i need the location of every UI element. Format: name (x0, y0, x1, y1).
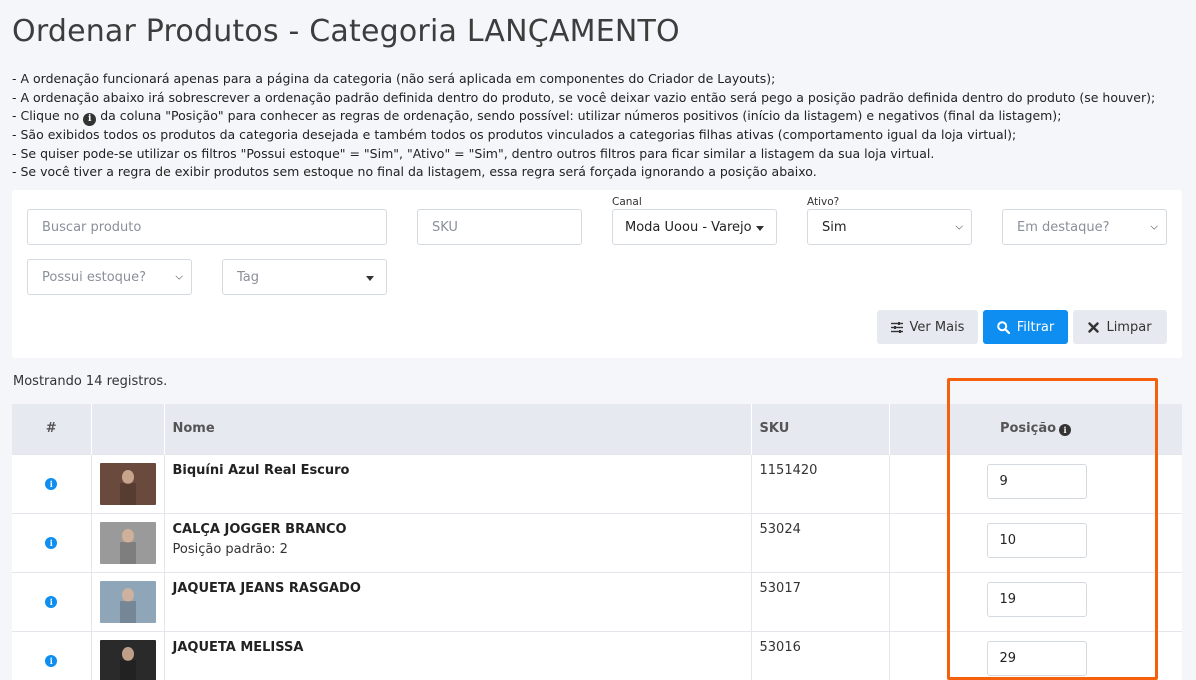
product-thumbnail (100, 522, 156, 564)
product-name[interactable]: Biquíni Azul Real Escuro (172, 462, 350, 478)
row-position-cell (889, 631, 1182, 680)
products-table (12, 404, 1182, 680)
info-icon: i (83, 113, 96, 126)
canal-select[interactable] (612, 209, 777, 245)
row-position-cell (889, 572, 1182, 631)
col-header-sku[interactable]: SKU (751, 404, 889, 454)
caret-down-icon (756, 226, 764, 231)
row-sku-cell (751, 572, 889, 631)
records-count: Mostrando 14 registros. (13, 374, 168, 389)
posicao-header-label: Posição (999, 421, 1057, 437)
product-sku: 1151420 (759, 462, 818, 478)
search-icon (997, 321, 1010, 334)
row-name-cell (164, 631, 751, 680)
note-item (12, 107, 1196, 126)
row-name-cell (164, 454, 751, 513)
table-row (12, 454, 1182, 513)
product-sku: 53016 (759, 639, 801, 655)
row-position-cell (889, 454, 1182, 513)
product-name[interactable]: JAQUETA MELISSA (172, 639, 304, 655)
search-input[interactable] (27, 209, 387, 245)
info-icon[interactable]: i (45, 537, 57, 549)
position-input[interactable] (987, 582, 1087, 617)
product-name[interactable]: CALÇA JOGGER BRANCO (172, 521, 347, 537)
ativo-select[interactable] (807, 209, 972, 245)
search-placeholder: Buscar produto (42, 219, 142, 235)
table-header-row (12, 404, 1182, 454)
table-row (12, 513, 1182, 572)
tag-placeholder: Tag (237, 269, 260, 285)
col-header-posicao[interactable] (889, 404, 1182, 454)
row-info-cell (12, 513, 91, 572)
tag-select[interactable] (222, 259, 387, 295)
canal-value: Moda Uoou - Varejo (625, 219, 752, 235)
ativo-label: Ativo? (807, 196, 840, 208)
close-icon (1088, 322, 1099, 333)
chevron-down-icon: ⌵ (175, 271, 183, 283)
position-input[interactable] (987, 523, 1087, 558)
filter-panel (12, 190, 1182, 358)
caret-down-icon (366, 276, 374, 281)
canal-label: Canal (612, 196, 642, 208)
row-info-cell (12, 454, 91, 513)
ver-mais-label: Ver Mais (909, 319, 965, 335)
estoque-select[interactable] (27, 259, 192, 295)
row-sku-cell (751, 513, 889, 572)
note-item: - Se você tiver a regra de exibir produtos sem estoque no final da listagem, essa regra será forçada ignorando a posição abaixo. (12, 164, 817, 179)
note-text: da coluna "Posição" para conhecer as regras de ordenação, sendo possível: utilizar números positivos (início da listagem) e negativos (final da listagem); (100, 108, 1062, 123)
position-input[interactable] (987, 641, 1087, 676)
row-image-cell (91, 513, 164, 572)
info-icon[interactable]: i (1059, 424, 1071, 436)
chevron-down-icon: ⌵ (1150, 221, 1158, 233)
note-text: - Clique no (12, 108, 80, 123)
filtrar-label: Filtrar (1016, 319, 1055, 335)
row-name-cell (164, 513, 751, 572)
row-image-cell (91, 572, 164, 631)
page-title: Ordenar Produtos - Categoria LANÇAMENTO (12, 14, 680, 49)
filtrar-button[interactable] (983, 310, 1068, 344)
product-thumbnail (100, 463, 156, 505)
row-name-cell (164, 572, 751, 631)
instructions-list (12, 70, 1196, 182)
table-row (12, 631, 1182, 680)
info-icon[interactable]: i (45, 655, 57, 667)
limpar-label: Limpar (1106, 319, 1152, 335)
chevron-down-icon: ⌵ (955, 221, 963, 233)
note-item: - São exibidos todos os produtos da categoria desejada e também todos os produtos vinculados a categorias filhas ativas (comportamento igual da loja virtual); (12, 127, 1017, 142)
row-sku-cell (751, 631, 889, 680)
product-name[interactable]: JAQUETA JEANS RASGADO (172, 580, 361, 596)
position-input[interactable] (987, 464, 1087, 499)
row-info-cell (12, 631, 91, 680)
row-image-cell (91, 454, 164, 513)
ver-mais-button[interactable] (877, 310, 978, 344)
ativo-value: Sim (822, 219, 847, 235)
note-item: - A ordenação funcionará apenas para a página da categoria (não será aplicada em componentes do Criador de Layouts); (12, 71, 776, 86)
estoque-placeholder: Possui estoque? (42, 269, 147, 285)
row-image-cell (91, 631, 164, 680)
row-info-cell (12, 572, 91, 631)
limpar-button[interactable] (1073, 310, 1167, 344)
info-icon[interactable]: i (45, 478, 57, 490)
destaque-placeholder: Em destaque? (1017, 219, 1110, 235)
product-thumbnail (100, 581, 156, 623)
product-default-position: Posição padrão: 2 (172, 541, 288, 557)
col-header-hash: # (12, 404, 91, 454)
product-sku: 53017 (759, 580, 801, 596)
row-position-cell (889, 513, 1182, 572)
product-thumbnail (100, 640, 156, 680)
note-item: - Se quiser pode-se utilizar os filtros "Possui estoque" = "Sim", "Ativo" = "Sim", dentro outros filtros para ficar similar a listagem da sua loja virtual. (12, 145, 935, 161)
info-icon[interactable]: i (45, 596, 57, 608)
col-header-image (91, 404, 164, 454)
table-row (12, 572, 1182, 631)
sku-input[interactable] (417, 209, 582, 245)
destaque-select[interactable] (1002, 209, 1167, 245)
note-item: - A ordenação abaixo irá sobrescrever a ordenação padrão definida dentro do produto, se você deixar vazio então será pego a posição padrão definida dentro do produto (se houver); (12, 89, 1156, 105)
product-sku: 53024 (759, 521, 801, 537)
row-sku-cell (751, 454, 889, 513)
sku-placeholder: SKU (432, 219, 458, 235)
sliders-icon (891, 322, 903, 333)
col-header-nome[interactable]: Nome (164, 404, 751, 454)
